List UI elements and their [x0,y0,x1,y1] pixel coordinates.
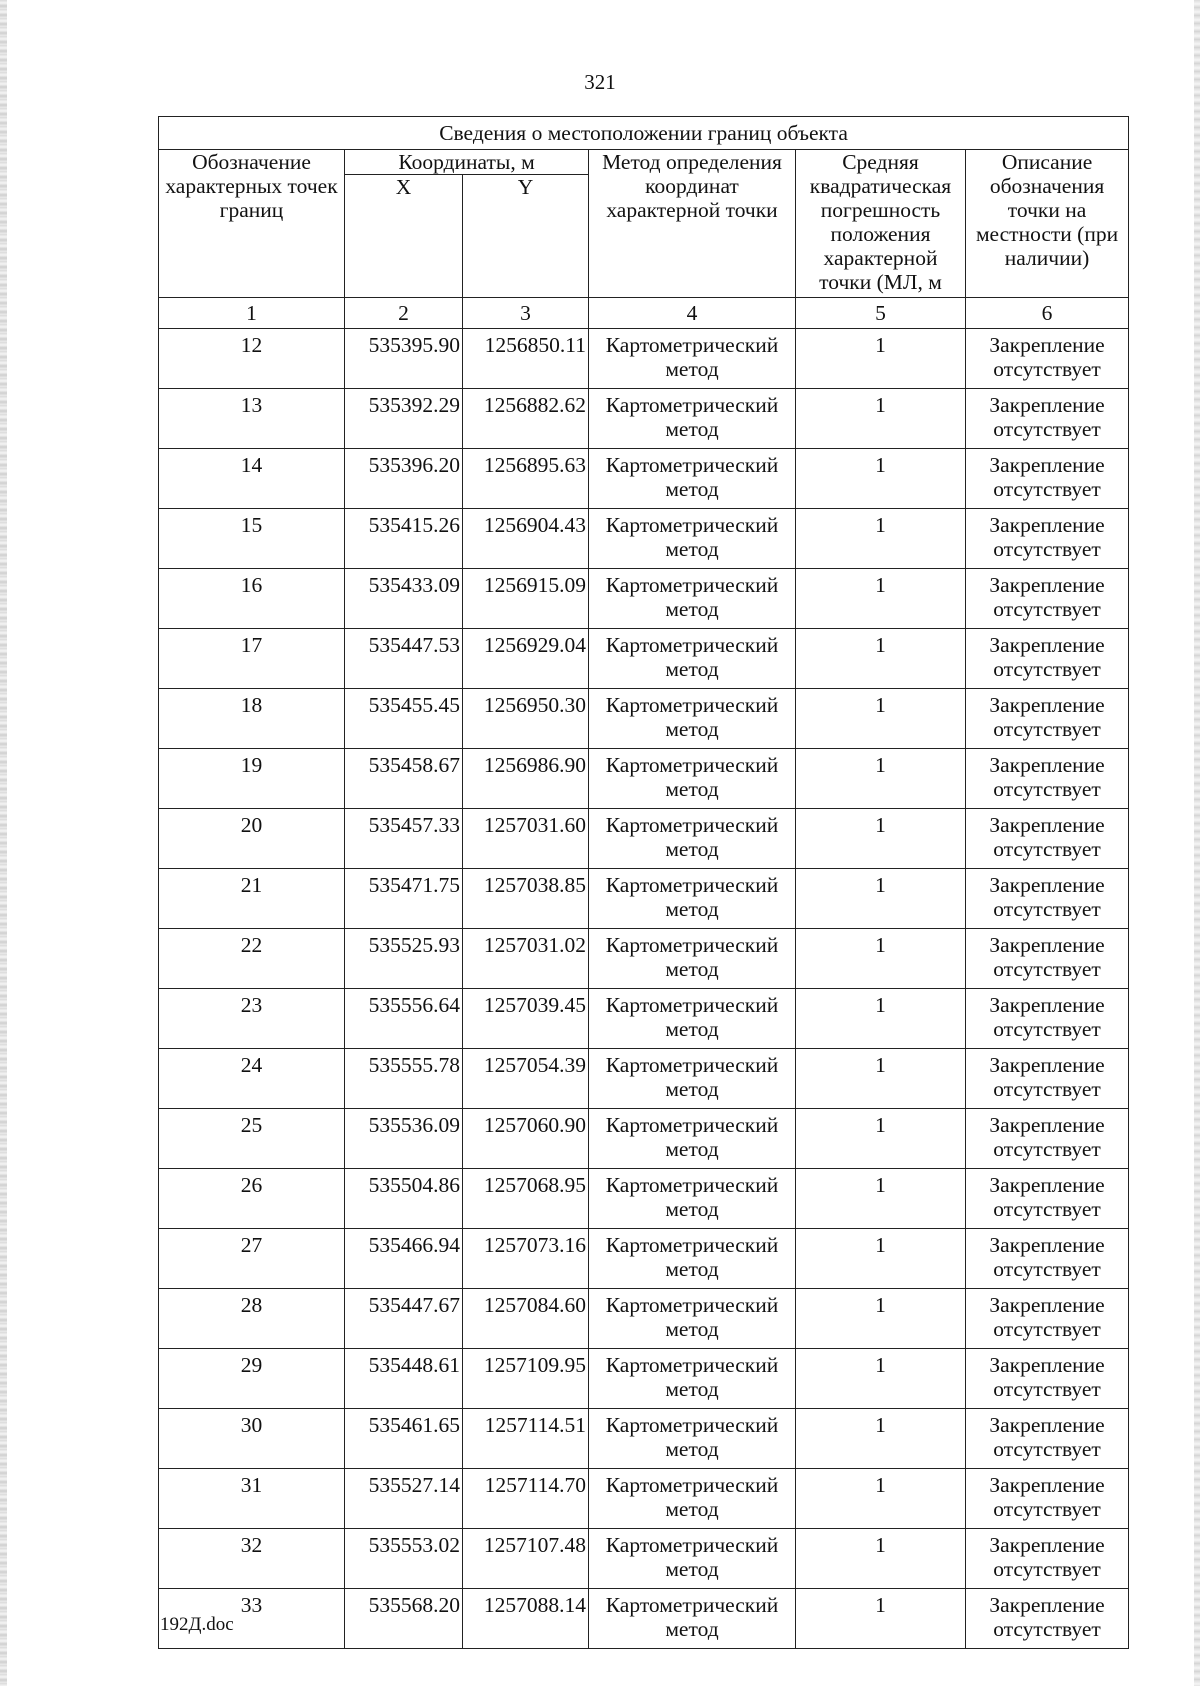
table-row [159,1469,1129,1529]
cell-y: 1257109.95 [463,1349,589,1409]
cell-description-text: Закрепление отсутствует [989,693,1105,741]
cell-x: 535466.94 [345,1229,463,1289]
cell-method-text: Картометрический метод [605,633,779,681]
cell-x: 535392.29 [345,389,463,449]
cell-x: 535395.90 [345,329,463,389]
cell-y: 1256950.30 [463,689,589,749]
cell-error: 1 [796,809,966,869]
cell-method [589,689,796,749]
cell-y: 1257031.02 [463,929,589,989]
cell-method-text: Картометрический метод [605,993,779,1041]
cell-error: 1 [796,1169,966,1229]
cell-y: 1257068.95 [463,1169,589,1229]
cell-method-text: Картометрический метод [605,1473,779,1521]
cell-point: 25 [159,1109,345,1169]
cell-description-text: Закрепление отсутствует [989,933,1105,981]
table-row [159,389,1129,449]
cell-point: 28 [159,1289,345,1349]
table-row [159,1109,1129,1169]
cell-point: 12 [159,329,345,389]
cell-point: 27 [159,1229,345,1289]
cell-y: 1256850.11 [463,329,589,389]
cell-description [966,449,1129,509]
header-method: Метод определения координат характерной точки [589,150,796,298]
cell-point: 33 [159,1589,345,1649]
cell-description-text: Закрепление отсутствует [989,1113,1105,1161]
cell-error: 1 [796,1409,966,1469]
column-number: 6 [966,298,1129,329]
table-row [159,629,1129,689]
cell-method-text: Картометрический метод [605,1173,779,1221]
cell-point: 22 [159,929,345,989]
cell-error: 1 [796,1289,966,1349]
cell-method [589,1349,796,1409]
column-number: 2 [345,298,463,329]
cell-y: 1256895.63 [463,449,589,509]
table-row [159,449,1129,509]
cell-y: 1257039.45 [463,989,589,1049]
table-row [159,1289,1129,1349]
header-description: Описание обозначения точки на местности (при наличии) [966,150,1129,298]
cell-y: 1256915.09 [463,569,589,629]
cell-method [589,809,796,869]
cell-y: 1256882.62 [463,389,589,449]
cell-description [966,509,1129,569]
cell-method-text: Картометрический метод [605,1293,779,1341]
cell-error: 1 [796,749,966,809]
cell-x: 535415.26 [345,509,463,569]
cell-method-text: Картометрический метод [605,873,779,921]
cell-method-text: Картометрический метод [605,813,779,861]
cell-description-text: Закрепление отсутствует [989,753,1105,801]
cell-point: 17 [159,629,345,689]
table-row [159,689,1129,749]
boundary-table [158,116,1129,1649]
cell-method-text: Картометрический метод [605,753,779,801]
cell-x: 535448.61 [345,1349,463,1409]
cell-description-text: Закрепление отсутствует [989,873,1105,921]
cell-x: 535471.75 [345,869,463,929]
cell-method [589,749,796,809]
cell-error: 1 [796,1589,966,1649]
cell-description [966,389,1129,449]
column-number-row [159,298,1129,329]
cell-x: 535536.09 [345,1109,463,1169]
cell-y: 1257114.51 [463,1409,589,1469]
cell-method [589,629,796,689]
cell-y: 1256929.04 [463,629,589,689]
cell-method [589,1229,796,1289]
cell-description [966,1169,1129,1229]
cell-x: 535455.45 [345,689,463,749]
cell-point: 20 [159,809,345,869]
cell-error: 1 [796,929,966,989]
cell-point: 32 [159,1529,345,1589]
cell-error: 1 [796,449,966,509]
cell-method [589,1589,796,1649]
cell-y: 1256986.90 [463,749,589,809]
cell-error: 1 [796,329,966,389]
cell-method [589,1169,796,1229]
cell-point: 26 [159,1169,345,1229]
cell-description [966,629,1129,689]
table-row [159,989,1129,1049]
cell-method-text: Картометрический метод [605,1053,779,1101]
cell-description [966,1409,1129,1469]
boundary-table-container [158,116,1128,1649]
table-row [159,809,1129,869]
cell-y: 1257054.39 [463,1049,589,1109]
cell-x: 535556.64 [345,989,463,1049]
cell-method [589,1469,796,1529]
cell-description-text: Закрепление отсутствует [989,1353,1105,1401]
cell-description-text: Закрепление отсутствует [989,813,1105,861]
table-row [159,749,1129,809]
cell-point: 18 [159,689,345,749]
cell-description-text: Закрепление отсутствует [989,333,1105,381]
cell-method-text: Картометрический метод [605,693,779,741]
cell-method [589,509,796,569]
cell-method-text: Картометрический метод [605,573,779,621]
table-row [159,1349,1129,1409]
cell-description-text: Закрепление отсутствует [989,633,1105,681]
cell-method-text: Картометрический метод [605,1413,779,1461]
column-number: 3 [463,298,589,329]
cell-description [966,569,1129,629]
scan-edge-right [1194,0,1200,1686]
cell-method-text: Картометрический метод [605,933,779,981]
cell-point: 13 [159,389,345,449]
cell-error: 1 [796,989,966,1049]
cell-point: 24 [159,1049,345,1109]
table-row [159,569,1129,629]
cell-method-text: Картометрический метод [605,1593,779,1641]
cell-description-text: Закрепление отсутствует [989,573,1105,621]
cell-error: 1 [796,689,966,749]
table-row [159,1409,1129,1469]
table-row [159,869,1129,929]
cell-y: 1257060.90 [463,1109,589,1169]
cell-error: 1 [796,569,966,629]
cell-x: 535504.86 [345,1169,463,1229]
cell-error: 1 [796,509,966,569]
column-number: 4 [589,298,796,329]
cell-method [589,569,796,629]
cell-description [966,1109,1129,1169]
cell-x: 535447.67 [345,1289,463,1349]
cell-method [589,1409,796,1469]
cell-point: 19 [159,749,345,809]
cell-method [589,1289,796,1349]
cell-x: 535396.20 [345,449,463,509]
cell-point: 30 [159,1409,345,1469]
cell-method-text: Картометрический метод [605,1113,779,1161]
cell-point: 29 [159,1349,345,1409]
cell-description-text: Закрепление отсутствует [989,1533,1105,1581]
cell-description [966,1349,1129,1409]
cell-method-text: Картометрический метод [605,1233,779,1281]
cell-error: 1 [796,1349,966,1409]
table-row [159,1589,1129,1649]
cell-description-text: Закрепление отсутствует [989,1413,1105,1461]
cell-y: 1257088.14 [463,1589,589,1649]
cell-method [589,389,796,449]
table-row [159,1229,1129,1289]
cell-error: 1 [796,389,966,449]
cell-method [589,929,796,989]
cell-description [966,329,1129,389]
cell-description [966,1049,1129,1109]
cell-point: 23 [159,989,345,1049]
cell-x: 535555.78 [345,1049,463,1109]
cell-error: 1 [796,1469,966,1529]
table-row [159,509,1129,569]
cell-x: 535525.93 [345,929,463,989]
table-row [159,1169,1129,1229]
cell-description-text: Закрепление отсутствует [989,1593,1105,1641]
cell-description-text: Закрепление отсутствует [989,393,1105,441]
cell-error: 1 [796,869,966,929]
cell-x: 535461.65 [345,1409,463,1469]
cell-description-text: Закрепление отсутствует [989,993,1105,1041]
cell-method-text: Картометрический метод [605,453,779,501]
cell-description [966,929,1129,989]
column-number: 5 [796,298,966,329]
footer-filename: 192Д.doc [160,1614,234,1635]
cell-method [589,869,796,929]
cell-method [589,1529,796,1589]
cell-description-text: Закрепление отсутствует [989,1293,1105,1341]
cell-description [966,1469,1129,1529]
cell-description [966,989,1129,1049]
cell-x: 535458.67 [345,749,463,809]
header-point: Обозначение характерных точек границ [159,150,345,298]
cell-y: 1256904.43 [463,509,589,569]
table-row [159,329,1129,389]
table-row [159,1529,1129,1589]
scan-edge-left [0,0,7,1686]
cell-description [966,749,1129,809]
cell-method-text: Картометрический метод [605,1353,779,1401]
cell-method-text: Картометрический метод [605,1533,779,1581]
cell-y: 1257114.70 [463,1469,589,1529]
cell-description [966,689,1129,749]
cell-x: 535433.09 [345,569,463,629]
cell-description [966,869,1129,929]
table-row [159,929,1129,989]
cell-method [589,989,796,1049]
cell-y: 1257073.16 [463,1229,589,1289]
cell-point: 16 [159,569,345,629]
cell-y: 1257107.48 [463,1529,589,1589]
cell-point: 14 [159,449,345,509]
table-body [159,329,1129,1649]
cell-x: 535447.53 [345,629,463,689]
cell-point: 15 [159,509,345,569]
cell-error: 1 [796,1229,966,1289]
cell-x: 535553.02 [345,1529,463,1589]
cell-x: 535457.33 [345,809,463,869]
page-number: 321 [584,70,616,94]
column-number: 1 [159,298,345,329]
cell-y: 1257031.60 [463,809,589,869]
cell-method [589,1109,796,1169]
table-caption: Сведения о местоположении границ объекта [159,117,1129,150]
table-row [159,1049,1129,1109]
header-error: Средняя квадратическая погрешность положения характерной точки (МЛ, м [796,150,966,298]
cell-point: 31 [159,1469,345,1529]
cell-error: 1 [796,1049,966,1109]
cell-method-text: Картометрический метод [605,393,779,441]
cell-method-text: Картометрический метод [605,513,779,561]
cell-description-text: Закрепление отсутствует [989,1233,1105,1281]
cell-x: 535568.20 [345,1589,463,1649]
cell-error: 1 [796,1529,966,1589]
cell-description [966,1589,1129,1649]
cell-method [589,449,796,509]
cell-description-text: Закрепление отсутствует [989,513,1105,561]
cell-point: 21 [159,869,345,929]
cell-x: 535527.14 [345,1469,463,1529]
cell-method-text: Картометрический метод [605,333,779,381]
cell-method [589,329,796,389]
cell-description-text: Закрепление отсутствует [989,1473,1105,1521]
cell-method [589,1049,796,1109]
cell-description-text: Закрепление отсутствует [989,1173,1105,1221]
cell-error: 1 [796,629,966,689]
cell-description [966,1229,1129,1289]
cell-description [966,1289,1129,1349]
header-coords: Координаты, м [345,150,589,175]
cell-y: 1257038.85 [463,869,589,929]
header-y: Y [463,175,589,298]
cell-description [966,1529,1129,1589]
cell-description-text: Закрепление отсутствует [989,453,1105,501]
cell-description [966,809,1129,869]
cell-y: 1257084.60 [463,1289,589,1349]
cell-error: 1 [796,1109,966,1169]
cell-description-text: Закрепление отсутствует [989,1053,1105,1101]
header-x: X [345,175,463,298]
